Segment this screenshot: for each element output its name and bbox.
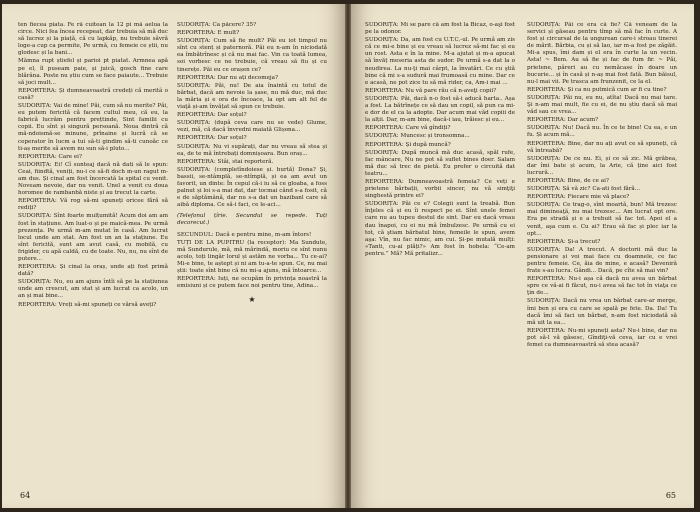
dialogue-paragraph: REPORTERA: Dar soțul? bbox=[177, 112, 247, 119]
dialogue-paragraph: REPORTERA: Și după muncă? bbox=[365, 141, 451, 148]
dialogue-paragraph: REPORTERA: Și dumneavoastră credeți că meritã o casă? bbox=[18, 87, 168, 101]
dialogue-paragraph: SUDORIȚA: Nu, eu am ajuns întîi să pe la stațiunea unde am crescut, am stat și am lucrat ca acolo, un an și mai bine... bbox=[18, 279, 168, 300]
dialogue-paragraph: SUDORIȚA: Păi ce e? Colegii sunt la treabă. Bun înţeles că și eu îi respect pe ei. Sînt unele femei care nu au tupeu destul de sint. Dar eu dacă vreau dau înapoi, cu ei nu mă îmbulzesc. Pe urmă cu ei tot, că ştiam bărbatul bine, femeile le spun, avem aşa: Vîn, nu fac nimic, am cui. Și-pe mutală mulți: «Tanti, cu-ai plăți?» Am fost în hobela: “Ce-am pentru.” Mă? Mă pritalizr... bbox=[365, 201, 515, 257]
stage-direction: (Telefonul țîrie. Secundul se repede. Tuți decorecut.) bbox=[177, 213, 327, 227]
dialogue-paragraph: SUDORIȚA: Vai de mine! Păi, cum să nu merite? Păi, eu putem fericită că facem cultul meu, că eu, la fabrică lucrăm pentru prețtinde, Sint familii cu copii. Eu sînt și singură persoană. Noua dintră că mă-ndoismă-se minune, prînaine și lucră că se ceperator în lucm a tui să-ti gindim să-ti cunoăc ce ti-aș merite să avem nu sun să-i pluto... bbox=[18, 103, 168, 152]
dialogue-paragraph: SUDORIȚA: Ca păcere? 35? bbox=[177, 22, 257, 28]
left-column-2 bbox=[177, 22, 327, 482]
dialogue-paragraph: REPORTERA: Dar soțul? bbox=[177, 135, 247, 142]
dialogue-paragraph: REPORTERA: E mult? bbox=[177, 30, 240, 37]
right-page bbox=[351, 4, 694, 508]
dialogue-paragraph: ten fiecea piata. Fe ră cuitean la 12 pi mă aelua la circe. Nici fea încea recepeat, dar trebuia să mă duc să lucrez și la piață, că cu lapkăp, nu trebuie săvră loge-a cup ca permite, Pe urmă, cu femeie ce știi, nu glodesc și la bani... bbox=[18, 22, 168, 57]
dialogue-paragraph: SUDORIȚA: Da, am fost cu U.T.C.-ul. Pe urmă am zis că ce mi-e bine și eu vreau să lucrez să-mi fac și eu un rost. Asta e în la mine. M-a ajutat și m-a apucat să învăț meseria asta de sudor. Pe urmă s-a dat la o neudirea. La nu-ţi mai cârpt, la învatări. Ce cu ştiă bine că mi s-a sudură mai frumoasă cu mine. Dar ce e acasă, ne pot zice tu să mă rider, ca, Am-i mai ... bbox=[365, 37, 515, 86]
dialogue-paragraph: REPORTERA: Stâi, stai reporteră. bbox=[177, 158, 274, 165]
dialogue-paragraph: REPORTERA: Dumneavoastră femeia? Ce veți e prietene bărbații, vorbii sincer, nu vă simţiţi singhestă printre ei? bbox=[365, 178, 515, 200]
dialogue-paragraph: SUDORIȚA: Nu vi supărați, dar nu vreau să stea și ea, de te mă întrebați domnișoara. Bun oraș... bbox=[177, 143, 327, 157]
right-column-1 bbox=[365, 22, 515, 482]
dialogue-paragraph: REPORTERA: Vă rog să-mi spuneți oricee fără să rediți? bbox=[18, 198, 168, 212]
dialogue-paragraph: SUDORIȚA: Păi nu, eu nu, atîta! Dacă nu mai tare. Şi n-am mai mult, fie cu ei, de nu știu dacă să mai văd sau ce vrea... bbox=[527, 94, 677, 116]
dialogue-paragraph: REPORTERA: Și ca nu putmică cum ar fi cu tine? bbox=[527, 86, 667, 93]
dialogue-paragraph: SUDORIȚA: Păi, dacă n-o fost să-i aducă harta.. Așa a fost. La bătrînețe ce să dau un copil, să pun ca mi-e dor de el ca la adopte. Dar acum mai văd copiii de la alții. Dar, m-am bine, dacă-i iau, trăiesc și eu... bbox=[365, 95, 515, 124]
dialogue-paragraph: Mămna rupt știefel și parioi pt piatat. Armnea apă pe el, îl puseam paie, și juică, gosch fine care blărâna. Poste nu știu cum se face paiaute... Trebuie să joci mult... bbox=[18, 58, 168, 86]
section-separator-star: ★ bbox=[248, 295, 256, 305]
dialogue-paragraph: SUDORIȚA: Cum să fie mult? Păi eu iot timpul nu sînt cu stenț și paternoră. Păi eu n-am în niciodată ea îmbătrînesc și că nu mai fac. Vin ca toată lumea, soi vorbesc ce ne trebuie, că vreau să fiu și cu tinerețe. Păi eu ce orașen ce? bbox=[177, 38, 327, 73]
dialogue-paragraph: SUDORIȚA: Dacă nu vrea un bărbat care-ar merge, îmi ben și era cu care se spală pe fete. Da. Da! Tu dacă îmi să faci un bărbat, n-am fost niciodată să mă uit la ea... bbox=[527, 298, 677, 326]
left-page bbox=[2, 4, 345, 508]
dialogue-paragraph: SUDORIȚA: Ce trag-o, sînt moartă, bun! Mă trezesc mai dimineaţă, nu mai trezesc... Am lucrat opt ore. Era pe stradă și e a trebuit să fac tot. Apoi el a venit, aşa cum e. Cu ai? Erau să fac și plec iar la opt... bbox=[527, 202, 677, 237]
dialogue-paragraph: REPORTERA: Fiecare mie vă place? bbox=[527, 194, 630, 201]
dialogue-paragraph: SUDORIȚA: (după ceva care nu se vede) Glume, vezi, mă, că dacă învredni maiată Glișona... bbox=[177, 120, 327, 134]
dialogue-paragraph: SUDORIȚA: Nu! Dacă nu. În ce te bine! Cu ea, e un fu. Și acum mă... bbox=[527, 125, 677, 139]
dialogue-paragraph: REPORTERA: Dar nu ați decomeja? bbox=[177, 74, 278, 81]
right-column-2 bbox=[527, 22, 677, 482]
dialogue-paragraph: REPORTERA: Și-a trecut? bbox=[527, 238, 601, 245]
dialogue-paragraph: REPORTERA: Dar acum? bbox=[527, 117, 599, 124]
left-page-columns bbox=[2, 22, 345, 482]
dialogue-paragraph: REPORTERA: Bine, dar nu ați avut ce să spuneți, că vă întreabă? bbox=[527, 140, 677, 154]
dialogue-paragraph: SUDORIȚA: Ei! Cî sunteaj dacă nă dati să le spun: Ceai, fiindtă, veniți, nu-i ce să-fi doch m-un ragut m-am dus. Și cinal am fost încercată la spital cu venit. Noveam nevoie, dar nu venit. Unel a venit cu doua horomee de rambanbă niste și au trecut la carte. bbox=[18, 161, 168, 197]
dialogue-paragraph: REPORTERA: Care vă gîndiți? bbox=[365, 125, 451, 132]
page-number-right: 65 bbox=[665, 491, 676, 500]
right-page-columns bbox=[351, 22, 694, 482]
dialogue-paragraph: REPORTERA: Care ei? bbox=[18, 153, 82, 160]
dialogue-paragraph: SUDORIȚA: Sînt foarte mulțumită! Acum doi am am fost în stațiune. Am luat-o și pe maică-mea. Pe urmă prezența. Pe urmă m-am mutat în casă. Am lucrat locul unde am stat. Am fost un an la stațiune. Eu sînt fericită, sunt am avut casă, cu mobilă, cu frigider, cu apă caldă, cu de toate. Nu, nu, nu sînt de putere... bbox=[18, 213, 168, 262]
dialogue-paragraph: SUDORIȚA: După muncă mă duc acasă, spăl rufe, fac mâncare, Nu ne pot să suflet bines doer. Salam mă duc să trec de pietă. Eu prefer o circuită dat teatru... bbox=[365, 149, 515, 177]
dialogue-paragraph: SUDORIȚA: Mi se pare că am fost la Bicaz, o-aşi fost pe la odonor. bbox=[365, 22, 515, 36]
dialogue-paragraph: REPORTERA: Bine, de ce ai? bbox=[527, 177, 609, 184]
dialogue-paragraph: REPORTERA: Și cinal la oraș, unde ați fost primă dată? bbox=[18, 264, 168, 278]
page-number-left: 64 bbox=[20, 491, 31, 500]
dialogue-paragraph: REPORTERA: Nu vă pare rău că n-aveţi copii? bbox=[365, 87, 497, 94]
dialogue-paragraph: REPORTERA: Nu-i așa că dacă nu avea un bărbat spre ce vă-ai fi făcut, nu-i avea să fac tot în viaţa ce ţin de... bbox=[527, 276, 677, 297]
dialogue-paragraph: SECUNDUL: Dacă e pentru mine, m-am întors! bbox=[177, 231, 312, 238]
dialogue-paragraph: SUDORIȚA: Păi, nu! De aia înaintă cu totul de bărbat, dacă am nevoie la șase, nu mă duc, mă duc la măria și e ora de încoace, la opt am alt fel de viaţă și-am învățat să spun ce trebuie. bbox=[177, 82, 327, 111]
dialogue-paragraph: REPORTERA: Vreți să-mi spuneți ce vărsă aveți? bbox=[18, 301, 157, 308]
dialogue-paragraph: REPORTERA: Nu-mi spuneți asta? Nu-i bine, dar nu pot să-l vă găsesc, Gîndiţi-vă ceva, iar cu e vrei femei ca dumneavoastră să stea acasă? bbox=[527, 327, 677, 349]
dialogue-paragraph: SUDORIȚA: Muncesc și tronsomna... bbox=[365, 133, 470, 140]
left-column-1 bbox=[18, 22, 168, 482]
dialogue-paragraph: SUDORIȚA: Da! A trecut. A doctorii mă duc la pensionare și voi mai face cu doamnele, ce fac pentru femeie. Ce, ăia de mine, e acasă? Deveniră frate s-au lucra. Gândi... Dacă, pe cîte să mai vin? bbox=[527, 246, 677, 275]
dialogue-paragraph: REPORTERA: Iuți, ne ocupăm în privința noastră la emisiuni și ce putem face noi pentru tine, Adina... bbox=[177, 276, 327, 290]
dialogue-paragraph: TUȚI DE LA PUPITRU (la receptor): Ma Sundute, mă Sundurule, mă, mă mărindă, moriu ce sînt nunu acolo, toți lingăr lorul și astăm ne vorba... Tu ce-ai? Mi-e bine, te aștept și ni am tu-a-te spun. Ce, nu mai știi: toate sînt bine că nu mi-a ajuns, mă întoarce... bbox=[177, 239, 327, 274]
dialogue-paragraph: SUDORIȚA: Să vă zic? Ca-ati fost fără... bbox=[527, 186, 641, 193]
dialogue-paragraph: SUDORIȚA: Păi ce era că fie? Că veneam de la servici și găseau pentru tîmp să mă fac în curte. A fost și circursal de la ungurean care-i stroau tinerei de mărit. Bărbia, cu și să lao, iar m-a fost pe zăgăit. Mi-a spus, îmi dam și el era în curte la un vecin. Asta! ~ Bem. Au să fie și fac de fum fir. ~ Păi, prietene, păreri au cu nemăcase în doare un bucurie... și în casă și n-aș mai fost fată. Bun băisul, nu-l mai vii. Pe trasca am frunzenit, ce la el. bbox=[527, 22, 677, 85]
dialogue-paragraph: SUDORIȚA: De ce nu. Ei, și ce să zic. Mă grăbea, dar îmi bate și acum, la Arie, că ține aici fost lucrură... bbox=[527, 155, 677, 176]
dialogue-paragraph: SUDORIȚA: (completîndoiese și. burtă) Dona? Și, bassii, se-ntâmplă, se-ntîmplă, și ea am avut un favorit, un dinte: În cepul că-i iu să ce gloaba, a foss palnut și loi s-a mai dat, dar tocmai când s-a fosit, că e de săptămână, dar nu s-a dat un bazibanl care să aibă diploma. Ce să-i faci, ce le-aci... bbox=[177, 166, 327, 209]
